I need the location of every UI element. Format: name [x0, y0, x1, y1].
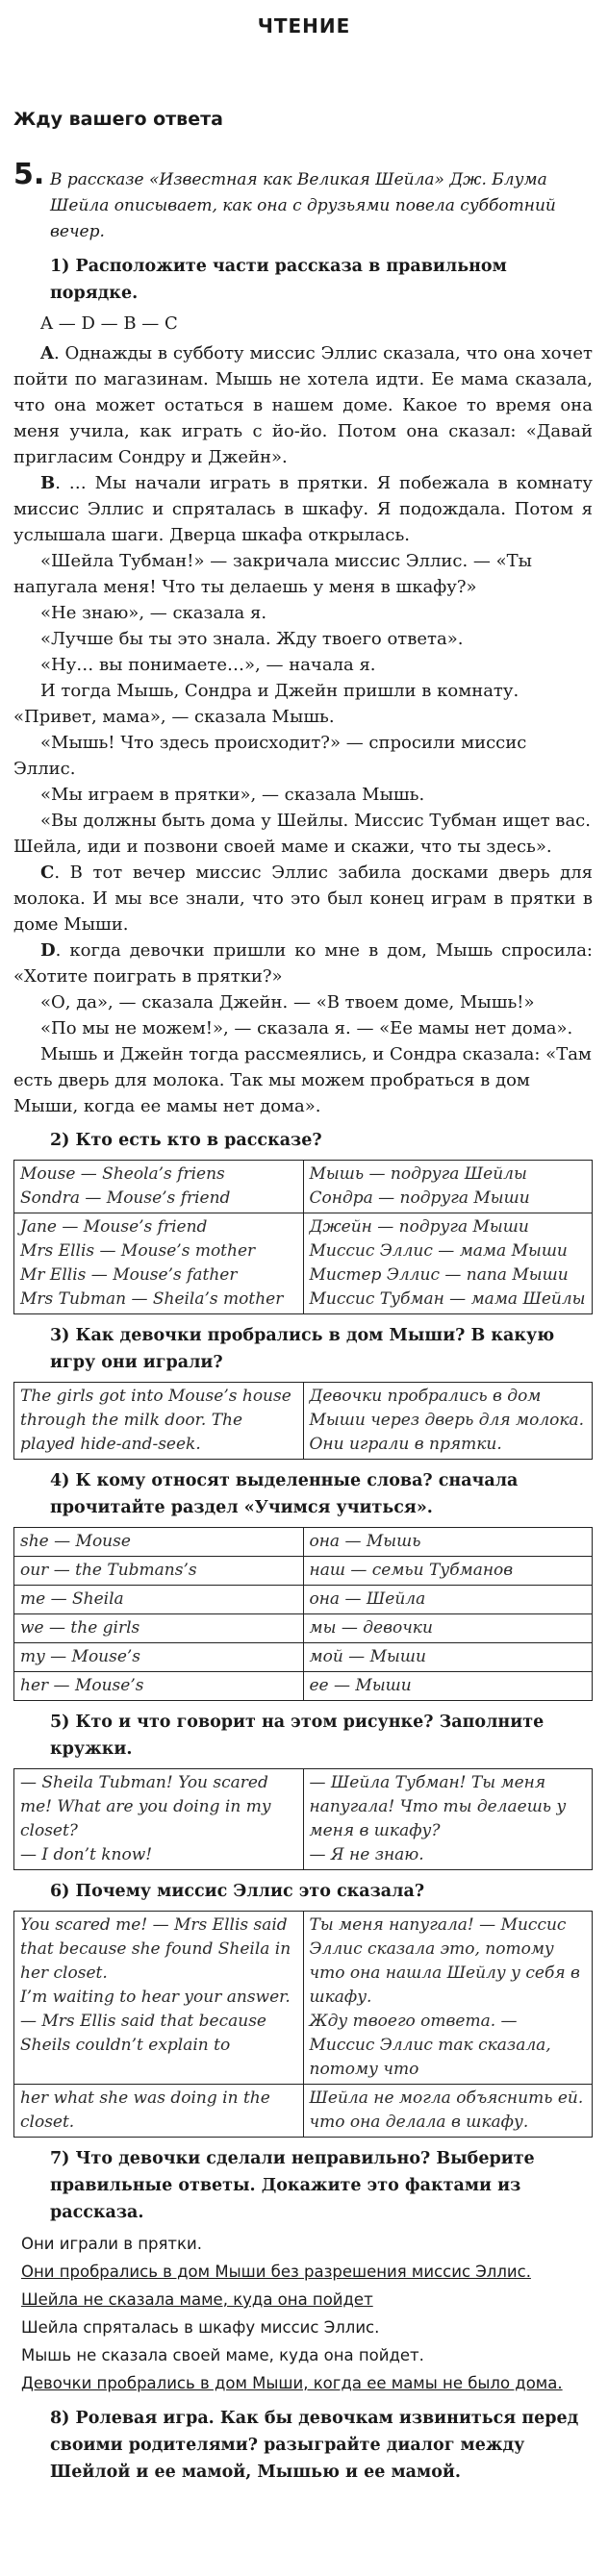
- cell-line: — Sheila Tubman! You scared me! What are you doing in my closet?: [20, 1773, 271, 1840]
- task-2-heading: 2) Кто есть кто в рассказе?: [50, 1131, 322, 1150]
- paragraph-a-text: . Однажды в субботу миссис Эллис сказала, что она хочет пойти по магазинам. Мышь не хотела идти. Ее мама сказала, что она может остаться в нашем доме. Какое то время она меня учила, как играть с йо-йо. Потом она сказал: «Давай пригласим Сондру и Джейн».: [13, 343, 593, 467]
- dialog-line: «Ну… вы понимаете…», — начала я.: [40, 655, 376, 675]
- cell-russian: [303, 1213, 593, 1314]
- table-who-is-who: [13, 1160, 593, 1314]
- cell-english: [14, 1672, 304, 1701]
- exercise-intro: В рассказе «Известная как Великая Шейла» Дж. Блума Шейла описывает, как она с друзьями повела субботний вечер.: [50, 170, 556, 241]
- dialog-block-2: [13, 989, 593, 1119]
- cell-line: Жду твоего ответа. — Миссис Эллис так сказала, потому что: [309, 2012, 551, 2079]
- cell-line: Мышь — подруга Шейлы: [309, 1164, 527, 1184]
- cell-line: Mrs Tubman — Sheila’s mother: [20, 1289, 284, 1309]
- cell-english: [14, 2085, 304, 2138]
- cell-line: I’m waiting to hear your answer. — Mrs Ellis said that because Sheils couldn’t explain to: [20, 1988, 291, 2055]
- answer-item: Они играли в прятки.: [21, 2235, 202, 2253]
- cell-english: [14, 1528, 304, 1557]
- task-5-heading: 5) Кто и что говорит на этом рисунке? Заполните кружки.: [50, 1713, 545, 1759]
- answers-list: [13, 2230, 593, 2397]
- cell-english: [14, 1586, 304, 1614]
- dialog-line: «Шейла Тубман!» — закричала миссис Эллис. — «Ты напугала меня! Что ты делаешь у меня в шкафу?»: [13, 551, 532, 597]
- cell-line: Сондра — подруга Мыши: [309, 1188, 530, 1208]
- cell-russian: [303, 1528, 593, 1557]
- paragraph-a: [13, 340, 593, 470]
- cell-russian: [303, 1643, 593, 1672]
- cell-english: [14, 1643, 304, 1672]
- cell-line: Миссис Эллис — мама Мыши: [309, 1241, 568, 1261]
- cell-line: — Шейла Тубман! Ты меня напугала! Что ты делаешь у меня в шкафу?: [309, 1773, 567, 1840]
- cell-russian: [303, 1769, 593, 1870]
- table-pronouns: [13, 1527, 593, 1701]
- paragraph-c: [13, 860, 593, 938]
- dialog-line: «Лучше бы ты это знала. Жду твоего ответа».: [40, 629, 464, 649]
- paragraph-d-letter: D: [40, 940, 56, 961]
- cell-russian: [303, 1912, 593, 2085]
- cell-english: [14, 1769, 304, 1870]
- paragraph-b-text: . … Мы начали играть в прятки. Я побежала в комнату миссис Эллис и спряталась в шкафу. Я подождала. Потом я услышала шаги. Дверца шкафа открылась.: [13, 473, 593, 545]
- dialog-line: «По мы не можем!», — сказала я. — «Ее мамы нет дома».: [40, 1018, 573, 1038]
- cell-english: [14, 1614, 304, 1643]
- cell-russian: [303, 1614, 593, 1643]
- cell-line: она — Шейла: [309, 1589, 426, 1609]
- task-3-heading: 3) Как девочки пробрались в дом Мыши? В какую игру они играли?: [50, 1326, 555, 1372]
- dialog-line: «О, да», — сказала Джейн. — «В твоем доме, Мышь!»: [40, 992, 535, 1013]
- dialog-line: И тогда Мышь, Сондра и Джейн пришли в комнату. «Привет, мама», — сказала Мышь.: [13, 681, 519, 727]
- table-how-got-in: [13, 1382, 593, 1460]
- cell-russian: [303, 1672, 593, 1701]
- cell-russian: [303, 1557, 593, 1586]
- table-picture-dialog: [13, 1768, 593, 1870]
- cell-line: her what she was doing in the closet.: [20, 2088, 270, 2132]
- cell-english: [14, 1383, 304, 1460]
- cell-line: мы — девочки: [309, 1618, 433, 1638]
- task-1-heading: 1) Расположите части рассказа в правильном порядке.: [50, 257, 507, 303]
- cell-english: [14, 1161, 304, 1213]
- cell-line: Mr Ellis — Mouse’s father: [20, 1265, 238, 1285]
- cell-line: You scared me! — Mrs Ellis said that because she found Sheila in her closet.: [20, 1915, 291, 1983]
- dialog-block-1: [13, 548, 593, 860]
- table-row: [14, 1383, 593, 1460]
- cell-line: ее — Мыши: [309, 1676, 412, 1695]
- dialog-line: Мышь и Джейн тогда рассмеялись, и Сондра сказала: «Там есть дверь для молока. Так мы можем пробраться в дом Мыши, когда ее мамы нет дома».: [13, 1044, 592, 1116]
- cell-line: Mouse — Sheola’s friens: [20, 1164, 225, 1184]
- cell-line: my — Mouse’s: [20, 1647, 141, 1666]
- cell-line: мой — Мыши: [309, 1647, 426, 1666]
- table-row: [14, 1528, 593, 1557]
- paragraph-a-letter: A: [40, 343, 54, 363]
- paragraph-b-letter: B: [40, 473, 56, 493]
- task-6-heading: 6) Почему миссис Эллис это сказала?: [50, 1882, 425, 1901]
- dialog-line: «Мышь! Что здесь происходит?» — спросили миссис Эллис.: [13, 733, 527, 779]
- table-row: [14, 1643, 593, 1672]
- cell-russian: [303, 1161, 593, 1213]
- task-7-heading: 7) Что девочки сделали неправильно? Выберите правильные ответы. Докажите это фактами из рассказа.: [50, 2149, 535, 2222]
- cell-russian: [303, 1586, 593, 1614]
- cell-line: наш — семьи Тубманов: [309, 1561, 514, 1580]
- table-row: [14, 2085, 593, 2138]
- answer-item: Они пробрались в дом Мыши без разрешения миссис Эллис.: [21, 2263, 531, 2281]
- cell-line: Jane — Mouse’s friend: [20, 1217, 208, 1237]
- cell-line: her — Mouse’s: [20, 1676, 144, 1695]
- table-row: [14, 1586, 593, 1614]
- task-4-heading: 4) К кому относят выделенные слова? сначала прочитайте раздел «Учимся учиться».: [50, 1471, 519, 1517]
- cell-line: Ты меня напугала! — Миссис Эллис сказала это, потому что она нашла Шейлу у себя в шкафу.: [309, 1915, 580, 2007]
- table-row: [14, 1213, 593, 1314]
- cell-english: [14, 1213, 304, 1314]
- cell-line: — Я не знаю.: [309, 1845, 424, 1864]
- cell-line: Мистер Эллис — папа Мыши: [309, 1265, 569, 1285]
- answer-item: Мышь не сказала своей маме, куда она пойдет.: [21, 2346, 424, 2364]
- cell-russian: [303, 1383, 593, 1460]
- paragraph-c-letter: C: [40, 863, 55, 883]
- cell-line: our — the Tubmans’s: [20, 1561, 197, 1580]
- cell-english: [14, 1912, 304, 2085]
- answer-item: Шейла не сказала маме, куда она пойдет: [21, 2290, 373, 2309]
- cell-russian: [303, 2085, 593, 2138]
- table-why-said: [13, 1911, 593, 2138]
- cell-line: Шейла не могла объяснить ей. что она делала в шкафу.: [309, 2088, 584, 2132]
- paragraph-b: [13, 470, 593, 548]
- paragraph-d-text: . когда девочки пришли ко мне в дом, Мышь спросила: «Хотите поиграть в прятки?»: [13, 940, 593, 987]
- cell-line: Mrs Ellis — Mouse’s mother: [20, 1241, 256, 1261]
- cell-line: me — Sheila: [20, 1589, 124, 1609]
- dialog-line: «Не знаю», — сказала я.: [40, 603, 267, 623]
- table-row: [14, 1557, 593, 1586]
- task-8-heading: 8) Ролевая игра. Как бы девочкам извиниться перед своими родителями? разыграйте диалог между Шейлой и ее мамой, Мышью и ее мамой.: [50, 2409, 579, 2482]
- cell-english: [14, 1557, 304, 1586]
- cell-line: Миссис Тубман — мама Шейлы: [309, 1289, 586, 1309]
- cell-line: we — the girls: [20, 1618, 140, 1638]
- table-row: [14, 1161, 593, 1213]
- lesson-title: Жду вашего ответа: [13, 109, 223, 130]
- table-row: [14, 1912, 593, 2085]
- cell-line: she — Mouse: [20, 1532, 131, 1551]
- table-row: [14, 1672, 593, 1701]
- cell-line: она — Мышь: [309, 1532, 421, 1551]
- exercise-number: 5.: [13, 158, 45, 191]
- answer-item: Шейла спряталась в шкафу миссис Эллис.: [21, 2318, 380, 2337]
- order-answer: A — D — B — C: [40, 313, 178, 334]
- section-title: ЧТЕНИЕ: [257, 14, 351, 38]
- answer-item: Девочки пробрались в дом Мыши, когда ее мамы не было дома.: [21, 2374, 563, 2392]
- dialog-line: «Мы играем в прятки», — сказала Мышь.: [40, 785, 425, 805]
- cell-line: Sondra — Mouse’s friend: [20, 1188, 231, 1208]
- cell-line: The girls got into Mouse’s house through the milk door. The played hide-and-seek.: [20, 1387, 291, 1454]
- table-row: [14, 1769, 593, 1870]
- exercise-5: [13, 158, 593, 2486]
- paragraph-c-text: . В тот вечер миссис Эллис забила досками дверь для молока. И мы все знали, что это был конец играм в прятки в доме Мыши.: [13, 863, 593, 935]
- cell-line: Девочки пробрались в дом Мыши через дверь для молока. Они играли в прятки.: [309, 1387, 585, 1454]
- table-row: [14, 1614, 593, 1643]
- dialog-line: «Вы должны быть дома у Шейлы. Миссис Тубман ищет вас. Шейла, иди и позвони своей маме и скажи, что ты здесь».: [13, 811, 591, 857]
- paragraph-d: [13, 938, 593, 989]
- cell-line: Джейн — подруга Мыши: [309, 1217, 529, 1237]
- cell-line: — I don’t know!: [20, 1845, 153, 1864]
